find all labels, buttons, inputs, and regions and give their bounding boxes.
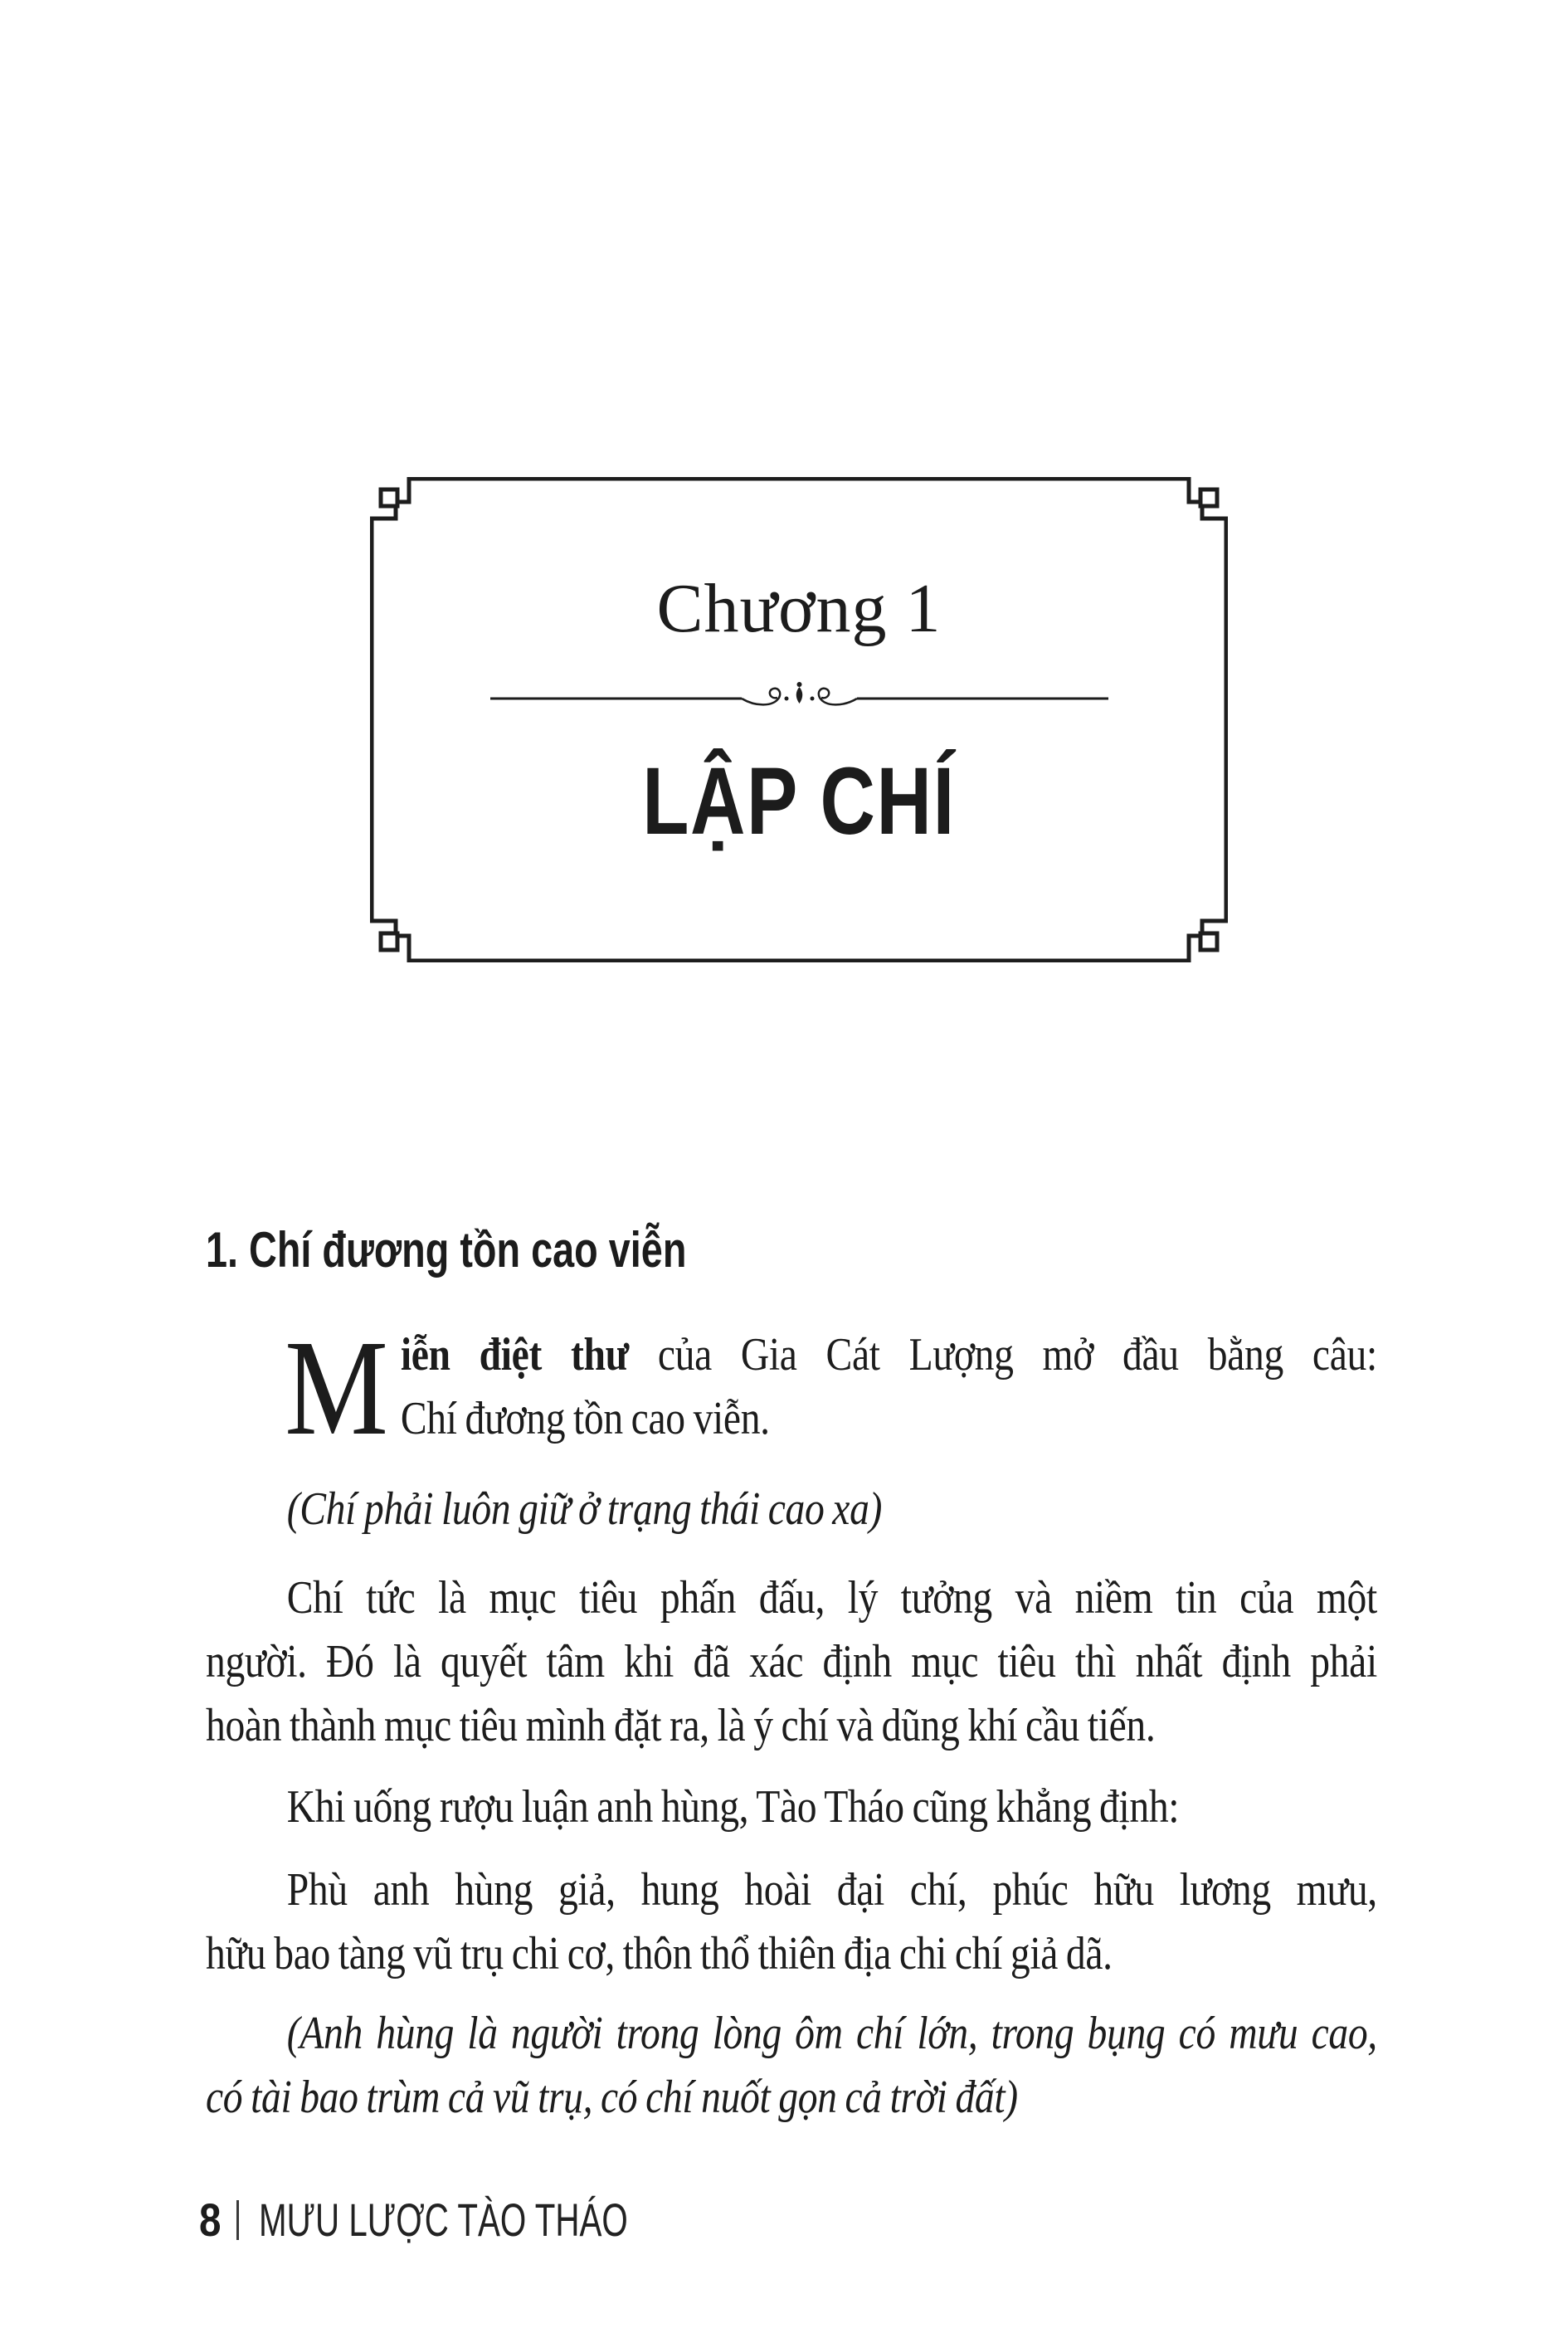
page-content bbox=[206, 1224, 1377, 2130]
chapter-title: LẬP CHÍ bbox=[642, 748, 956, 855]
text-line: người. Đó là quyết tâm khi đã xác định mục tiêu thì nhất định phải bbox=[206, 1636, 1377, 1687]
text-line: (Chí phải luôn giữ ở trạng thái cao xa) bbox=[286, 1483, 883, 1535]
text-line: (Anh hùng là người trong lòng ôm chí lớn, trong bụng có mưu cao, bbox=[286, 2008, 1377, 2059]
italic-note bbox=[206, 1478, 1377, 1541]
running-title: MƯU LƯỢC TÀO THÁO bbox=[259, 2194, 628, 2246]
paragraph bbox=[206, 1858, 1377, 1986]
text-line: Khi uống rượu luận anh hùng, Tào Tháo cũng khẳng định: bbox=[286, 1781, 1180, 1833]
chapter-frame-content bbox=[370, 477, 1228, 962]
dropcap-paragraph bbox=[206, 1312, 1377, 1463]
chapter-frame bbox=[370, 477, 1228, 962]
body-text bbox=[206, 1312, 1377, 2130]
text-line: hữu bao tàng vũ trụ chi cơ, thôn thổ thiên địa chi chí giả dã. bbox=[206, 1928, 1113, 1979]
lead-rest-text: của Gia Cát Lượng mở đầu bằng câu: bbox=[628, 1329, 1377, 1381]
text-line: Phù anh hùng giả, hung hoài đại chí, phúc hữu lương mưu, bbox=[286, 1864, 1377, 1916]
footer-separator bbox=[236, 2200, 239, 2240]
divider-swirl-icon bbox=[490, 680, 1108, 717]
page-footer bbox=[199, 2194, 772, 2246]
text-line: có tài bao trùm cả vũ trụ, có chí nuốt gọn cả trời đất) bbox=[206, 2072, 1018, 2123]
chapter-number: Chương 1 bbox=[656, 570, 942, 647]
dropcap-letter: M bbox=[285, 1312, 388, 1463]
section-heading: 1. Chí đương tồn cao viễn bbox=[206, 1222, 687, 1278]
text-line: Chí đương tồn cao viễn. bbox=[400, 1393, 770, 1444]
lead-bold-text: iễn điệt thư bbox=[400, 1329, 629, 1381]
paragraph bbox=[206, 1566, 1377, 1758]
text-line: hoàn thành mục tiêu mình đặt ra, là ý chí và dũng khí cầu tiến. bbox=[206, 1700, 1156, 1751]
page-number: 8 bbox=[199, 2194, 222, 2246]
paragraph bbox=[206, 1775, 1377, 1839]
italic-note bbox=[206, 2002, 1377, 2130]
text-line: Chí tức là mục tiêu phấn đấu, lý tưởng và niềm tin của một bbox=[286, 1572, 1377, 1624]
